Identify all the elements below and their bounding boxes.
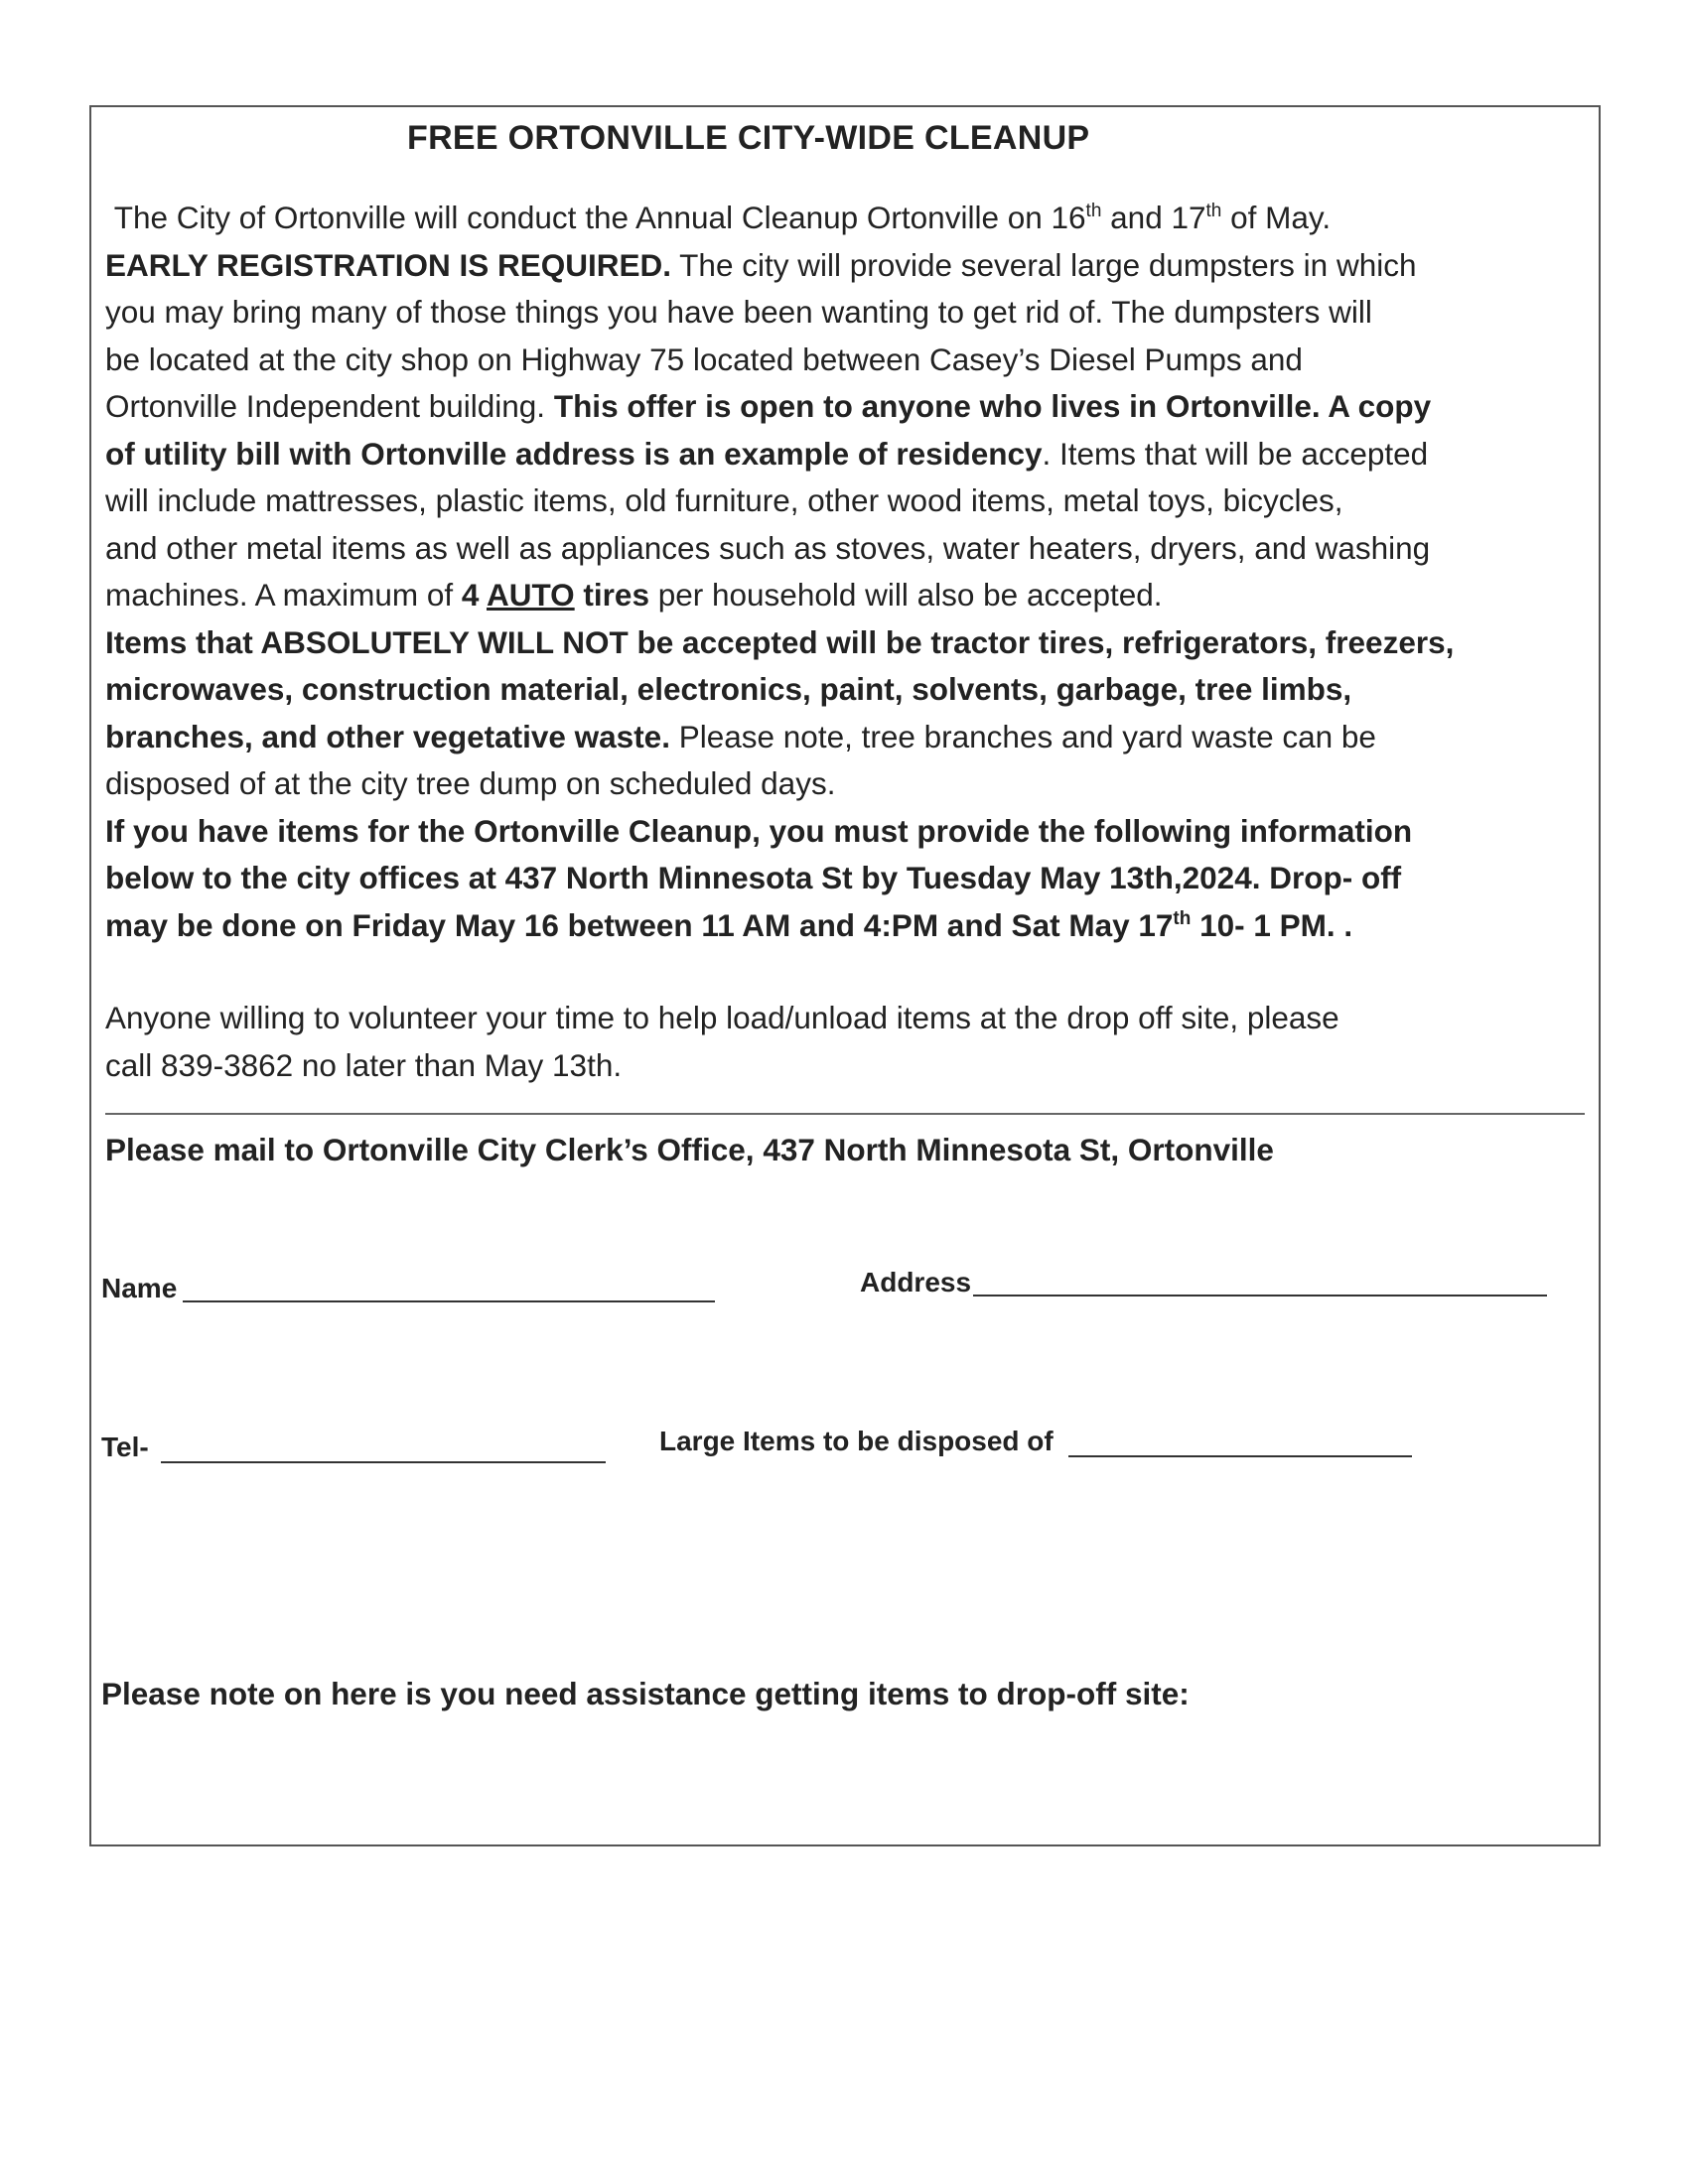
body-line: be located at the city shop on Highway 75 located between Casey’s Diesel Pumps and	[105, 341, 1303, 377]
body-line: disposed of at the city tree dump on scheduled days.	[105, 765, 836, 801]
mail-instructions: Please mail to Ortonville City Clerk’s Office, 437 North Minnesota St, Ortonville	[105, 1132, 1274, 1167]
body-line: call 839-3862 no later than May 13th.	[105, 1046, 623, 1083]
body-line: The City of Ortonville will conduct the Annual Cleanup Ortonville on 16th and 17th of May.	[113, 200, 1332, 235]
announcement-body	[105, 195, 1595, 1089]
body-line: microwaves, construction material, electronics, paint, solvents, garbage, tree limbs,	[105, 671, 1352, 707]
body-line: Anyone willing to volunteer your time to help load/unload items at the drop off site, please	[105, 1000, 1339, 1035]
body-line: branches, and other vegetative waste. Please note, tree branches and yard waste can be	[105, 718, 1376, 754]
body-line: below to the city offices at 437 North Minnesota St by Tuesday May 13th,2024. Drop- off	[105, 860, 1402, 895]
body-line: may be done on Friday May 16 between 11 AM and 4:PM and Sat May 17th 10- 1 PM. .	[105, 906, 1353, 943]
body-line: and other metal items as well as appliances such as stoves, water heaters, dryers, and washing	[105, 529, 1431, 566]
address-label: Address	[860, 1267, 972, 1297]
body-line: of utility bill with Ortonville address is an example of residency. Items that will be accepted	[105, 435, 1429, 472]
body-line: machines. A maximum of 4 AUTO tires per household will also be accepted.	[105, 577, 1163, 613]
assistance-note: Please note on here is you need assistance getting items to drop-off site:	[101, 1676, 1190, 1711]
divider	[105, 1113, 1585, 1115]
page-title: FREE ORTONVILLE CITY-WIDE CLEANUP	[407, 119, 1090, 157]
body-line: EARLY REGISTRATION IS REQUIRED. The city will provide several large dumpsters in which	[105, 246, 1417, 283]
name-field-line[interactable]	[183, 1300, 715, 1302]
body-line: will include mattresses, plastic items, old furniture, other wood items, metal toys, bicycles,	[105, 482, 1343, 518]
tel-label: Tel-	[101, 1432, 149, 1462]
name-label: Name	[101, 1273, 178, 1303]
body-line: If you have items for the Ortonville Cleanup, you must provide the following information	[105, 812, 1413, 849]
body-line: Items that ABSOLUTELY WILL NOT be accepted will be tractor tires, refrigerators, freezers,	[105, 623, 1455, 660]
items-field-line[interactable]	[1068, 1455, 1412, 1457]
body-line: Ortonville Independent building. This offer is open to anyone who lives in Ortonville. A copy	[105, 388, 1432, 424]
paragraph-gap	[105, 949, 1595, 995]
tel-field-line[interactable]	[161, 1461, 606, 1463]
address-field-line[interactable]	[973, 1295, 1547, 1297]
items-label: Large Items to be disposed of	[659, 1426, 1054, 1456]
body-line: you may bring many of those things you have been wanting to get rid of. The dumpsters will	[105, 294, 1372, 330]
